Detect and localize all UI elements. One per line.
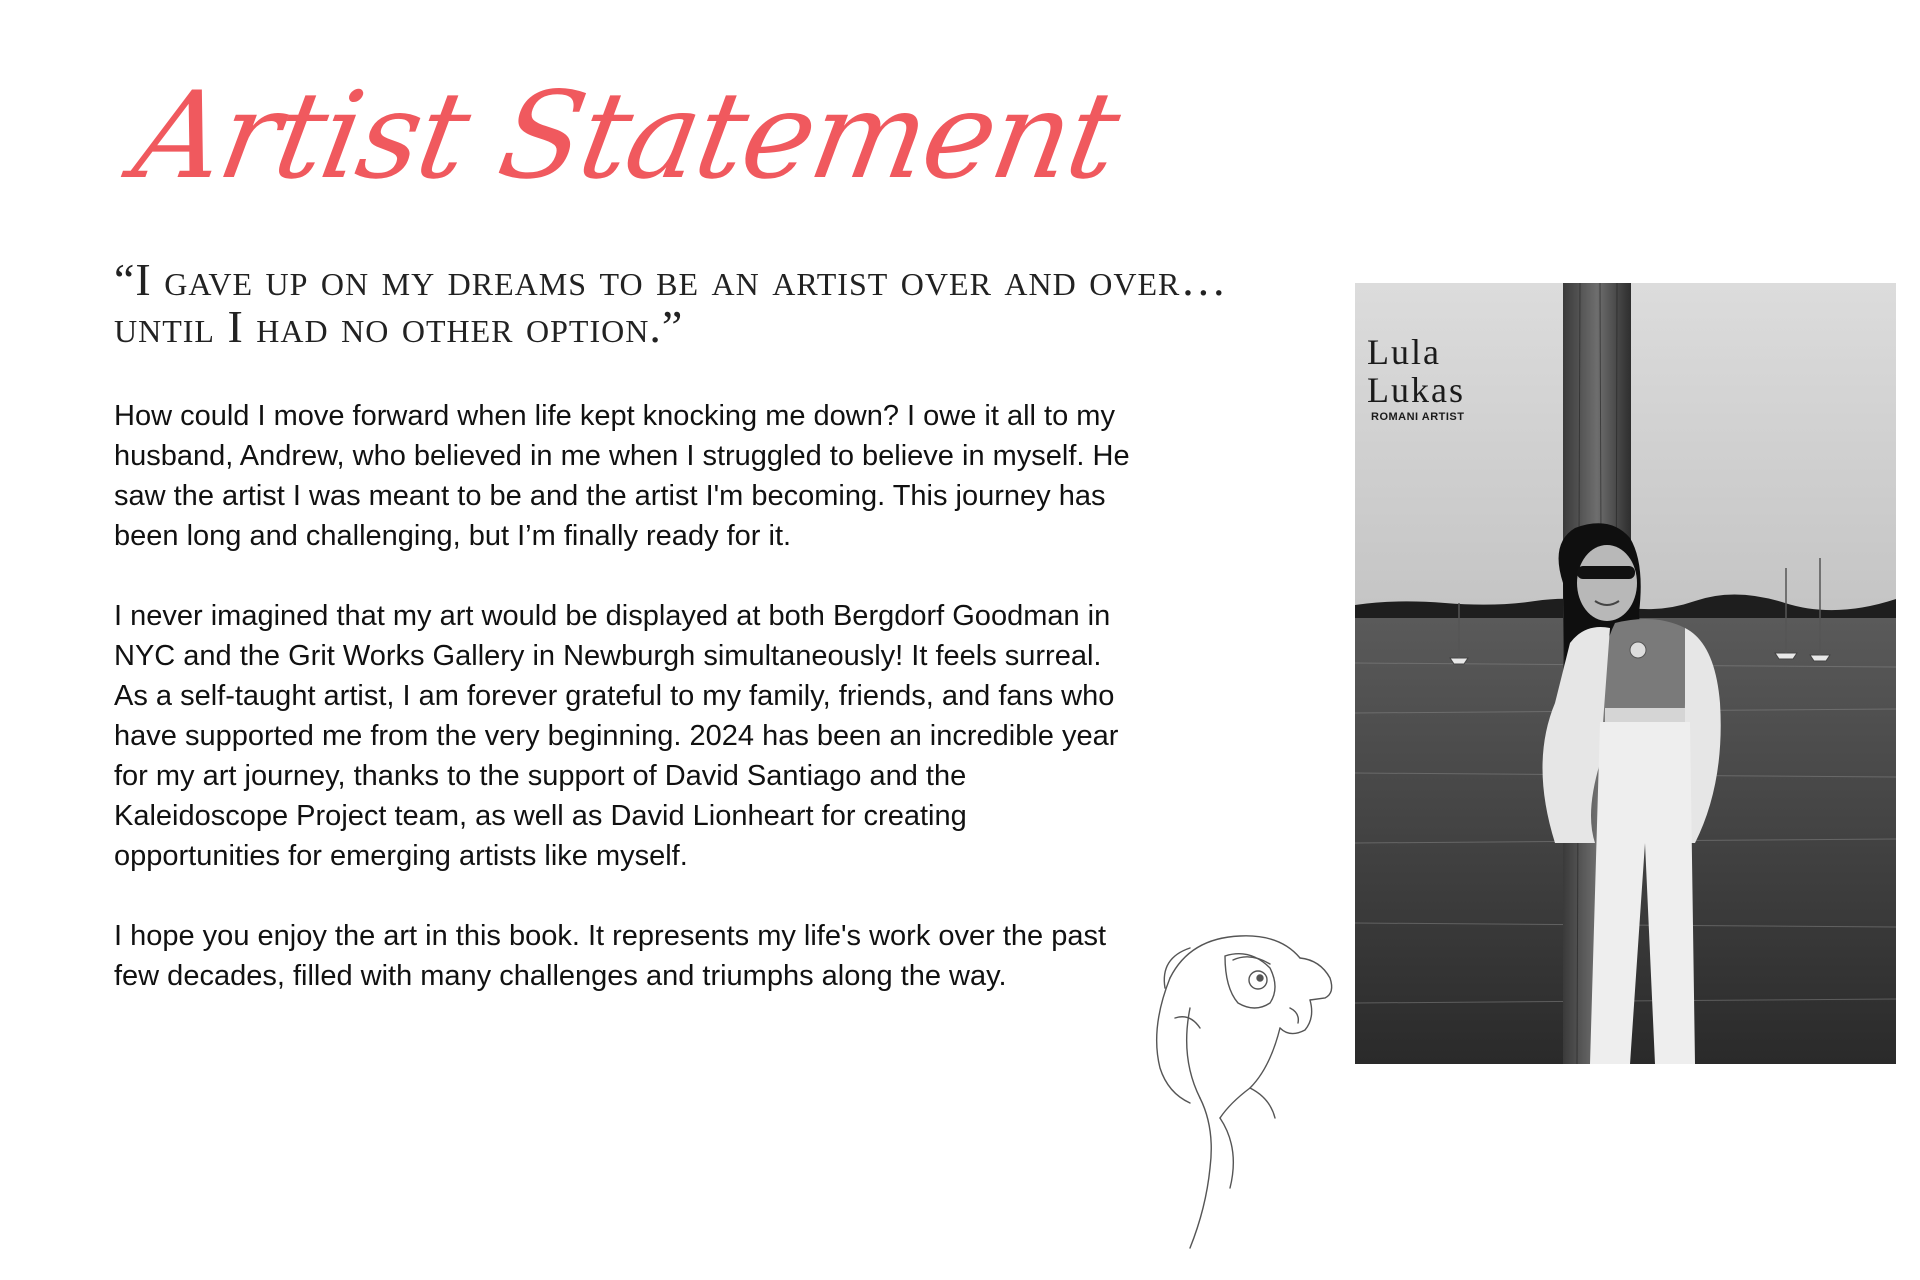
- artist-name-first: Lula: [1367, 332, 1441, 372]
- artist-portrait-photo: [1355, 283, 1896, 1064]
- artist-quote: “I gave up on my dreams to be an artist over and over…until I had no other option.”: [114, 254, 1228, 352]
- statement-paragraph-1: How could I move forward when life kept knocking me down? I owe it all to my husband, Andrew, who believed in me when I struggled to believe in myself. He saw the artist I was meant to be and the artist I'm becoming. This journey has been long and challenging, but I’m finally ready for it.: [114, 400, 1130, 552]
- statement-paragraph-2: I never imagined that my art would be displayed at both Bergdorf Goodman in NYC and the Grit Works Gallery in Newburgh simultaneously! It feels surreal. As a self-taught artist, I am forever grateful to my family, friends, and fans who have supported me from the very beginning. 2024 has been an incredible year for my art journey, thanks to the support of David Santiago and the Kaleidoscope Project team, as well as David Lionheart for creating opportunities for emerging artists like myself.: [114, 600, 1119, 872]
- portrait-caption: [1367, 333, 1465, 423]
- artist-name-last: Lukas: [1367, 370, 1465, 410]
- page-title: Artist Statement: [124, 67, 1128, 206]
- artist-tagline: ROMANI ARTIST: [1371, 411, 1465, 423]
- statement-paragraph-3: I hope you enjoy the art in this book. It represents my life's work over the past few decades, filled with many challenges and triumphs along the way.: [114, 920, 1107, 992]
- dog-sketch-illustration: [1130, 918, 1360, 1258]
- statement-body: [114, 396, 1134, 1036]
